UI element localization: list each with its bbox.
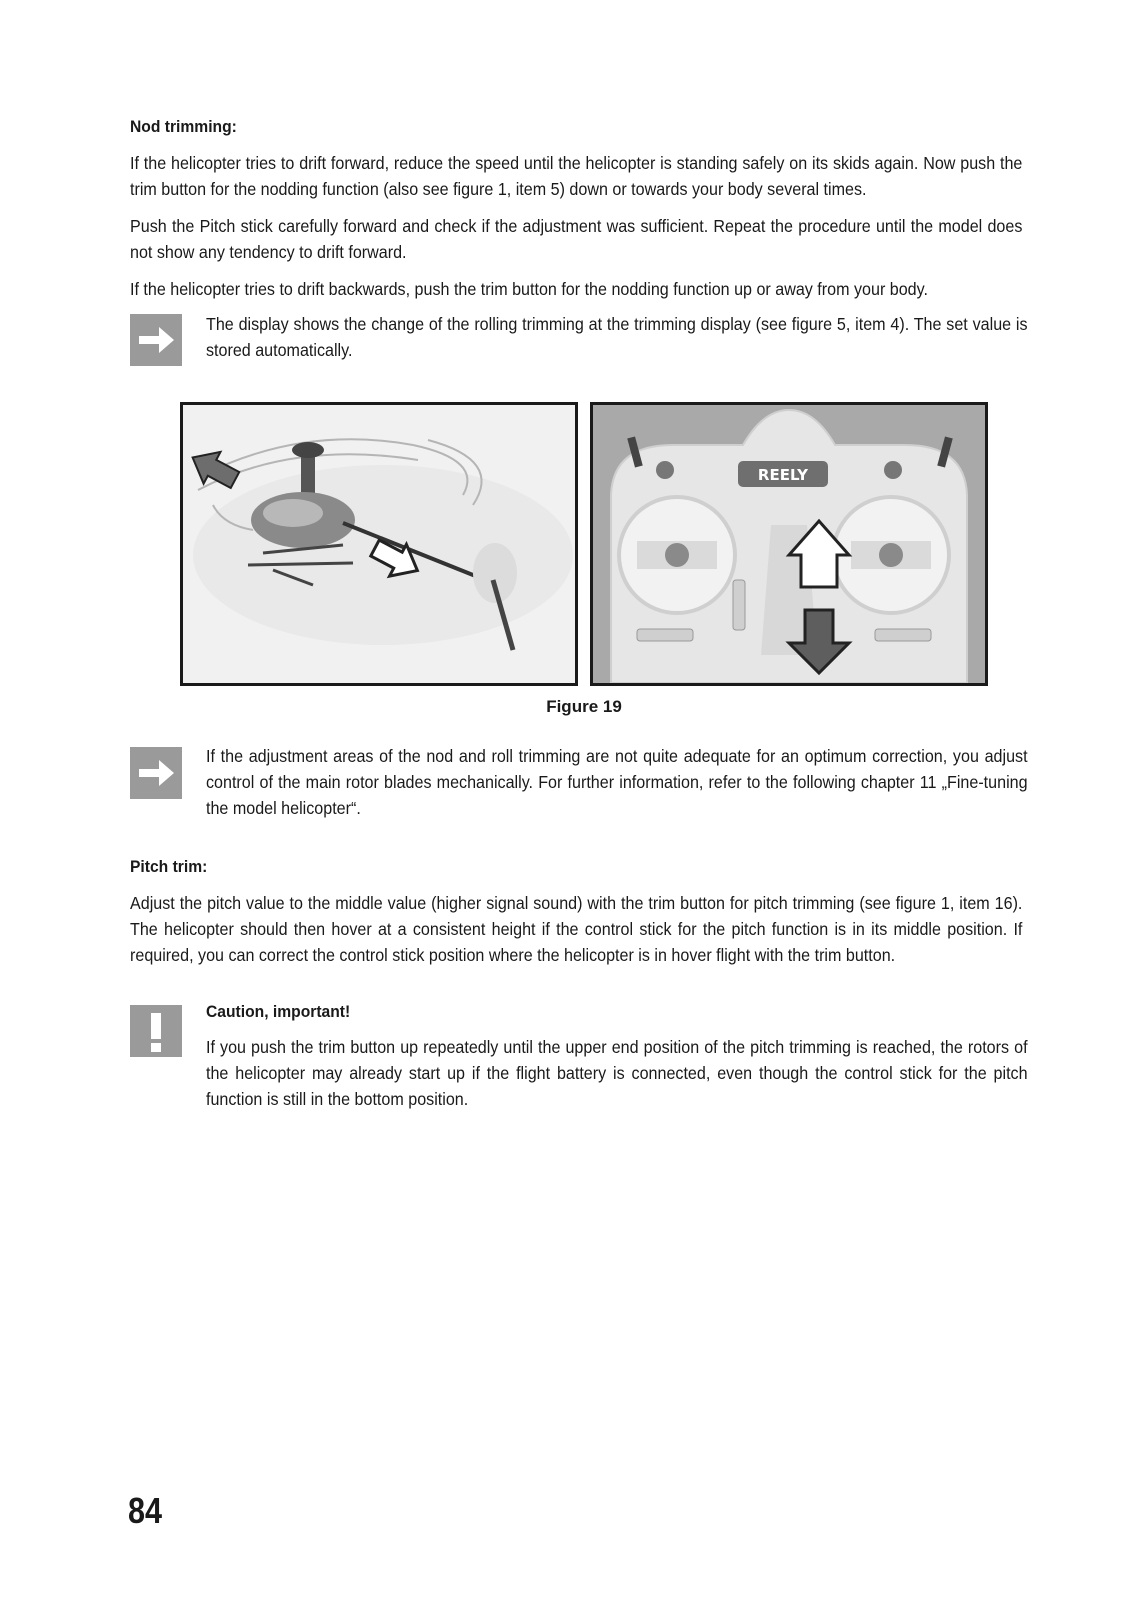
nod-trimming-paragraph-1: If the helicopter tries to drift forward, reduce the speed until the helicopter is standing safely on its skids again. Now push the trim button for the nodding function (also see figure 1, item 5) down or towards your body several times. <box>130 153 1023 199</box>
arrow-note-icon <box>130 747 182 799</box>
nod-trimming-paragraph-2: Push the Pitch stick carefully forward and check if the adjustment was sufficient. Repeat the procedure until the model does not show any tendency to drift forward. <box>130 216 1023 262</box>
nod-trimming-paragraph-3: If the helicopter tries to drift backwards, push the trim button for the nodding function up or away from your body. <box>130 279 928 299</box>
exclamation-icon <box>130 1005 182 1057</box>
brand-logo: REELY <box>757 466 809 484</box>
adjustment-note-text: If the adjustment areas of the nod and roll trimming are not quite adequate for an optimum correction, you adjust control of the main rotor blades mechanically. For further information, refer to the following chapter 11 „Fine-tuning the model helicopter“. <box>206 746 1028 818</box>
transmitter-photo <box>590 402 988 686</box>
arrow-note-icon <box>130 314 182 366</box>
caution-heading: Caution, important! <box>206 1002 351 1021</box>
figure-caption: Figure 19 <box>546 697 622 716</box>
nod-trimming-heading: Nod trimming: <box>130 117 237 136</box>
display-note-text: The display shows the change of the rolling trimming at the trimming display (see figure 5, item 4). The set value is stored automatically. <box>206 314 1028 360</box>
pitch-trim-paragraph: Adjust the pitch value to the middle value (higher signal sound) with the trim button for pitch trimming (see figure 1, item 16). The helicopter should then hover at a consistent height if the control stick for the pitch function is in its middle position. If required, you can correct the control stick position where the helicopter is in hover flight with the trim button. <box>130 893 1023 965</box>
caution-text: If you push the trim button up repeatedly until the upper end position of the pitch trimming is reached, the rotors of the helicopter may already start up if the flight battery is connected, even though the control stick for the pitch function is still in the bottom position. <box>206 1037 1028 1109</box>
pitch-trim-heading: Pitch trim: <box>130 857 208 876</box>
page-number: 84 <box>128 1490 163 1531</box>
helicopter-photo <box>180 402 578 686</box>
